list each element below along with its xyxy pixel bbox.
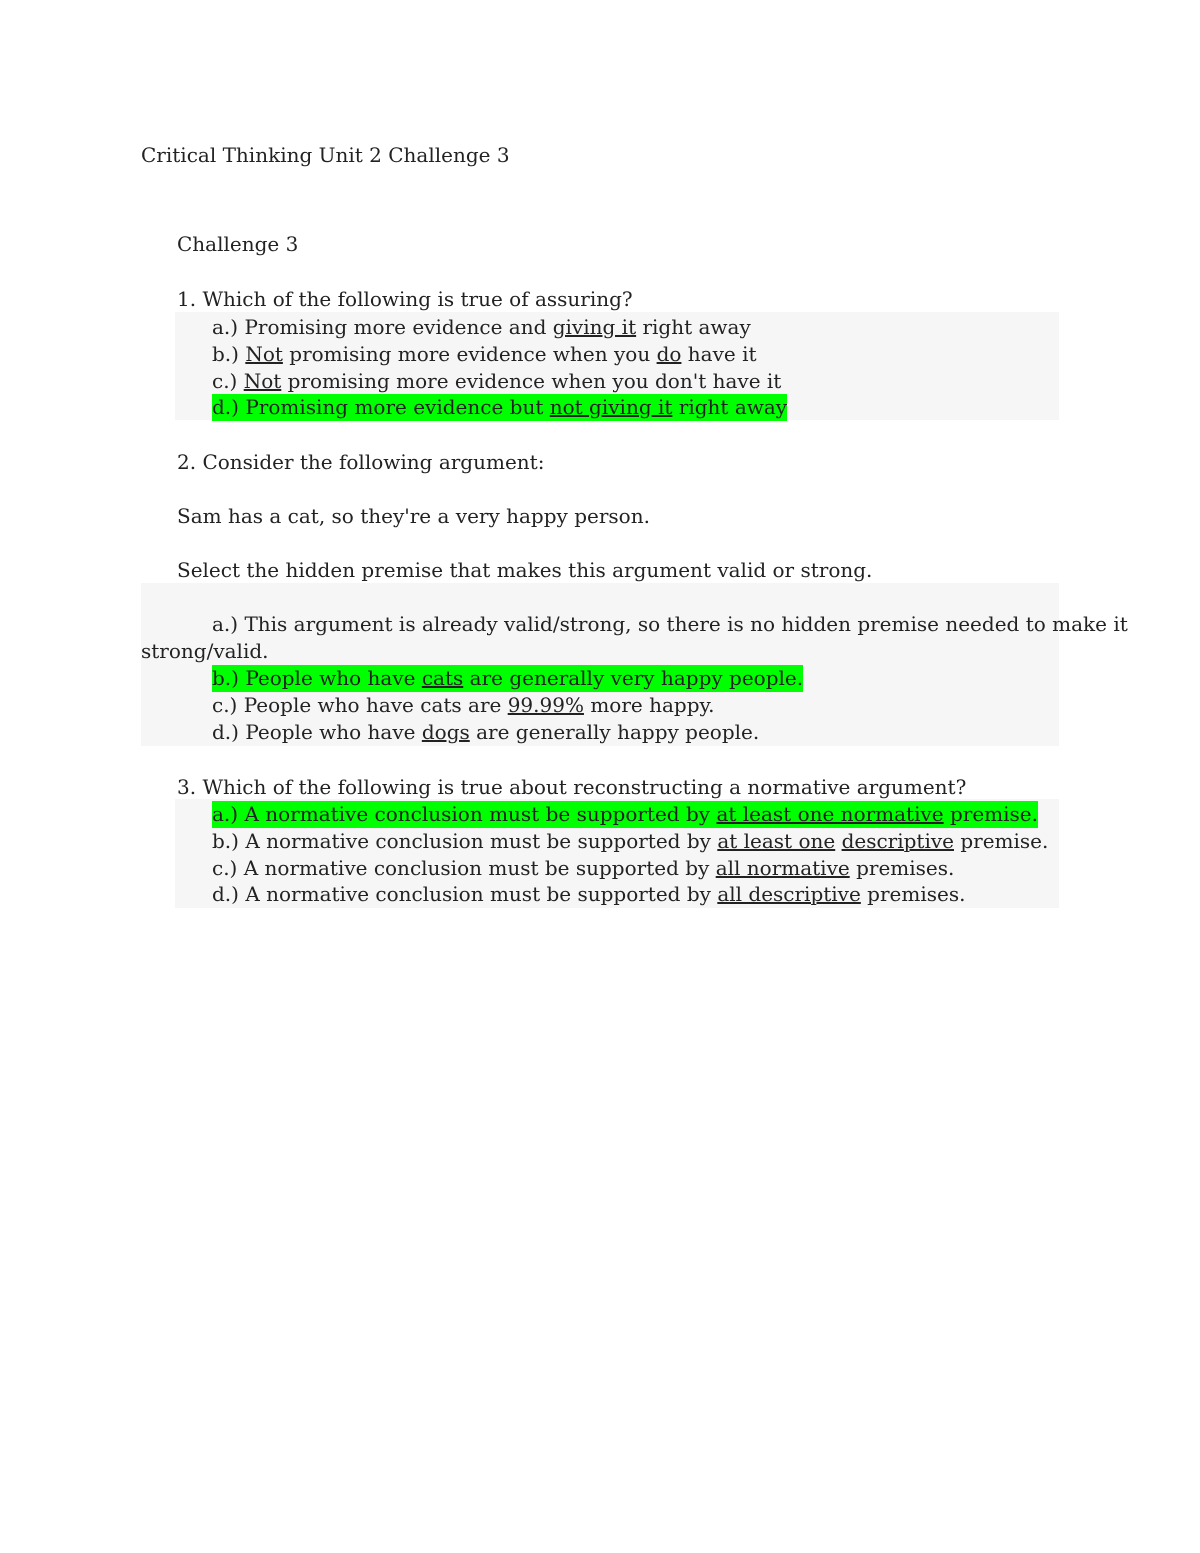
q1-choice-b[interactable] xyxy=(212,341,757,368)
q1-b-text-3: have it xyxy=(681,342,757,366)
q1-choice-c[interactable] xyxy=(212,368,781,395)
q3-d-text-2: premises. xyxy=(860,882,966,906)
q3-choice-a-correct[interactable] xyxy=(212,801,1038,828)
q3-b-underline-2: descriptive xyxy=(841,829,954,853)
q1-b-underline-2: do xyxy=(656,342,682,366)
q2-c-text-1: c.) People who have cats are xyxy=(212,693,508,717)
q1-a-underline-1: giving it xyxy=(552,315,637,339)
q2-choice-b-correct[interactable] xyxy=(212,665,803,692)
q1-d-text-2: right away xyxy=(672,395,788,419)
q3-c-underline-1: all normative xyxy=(715,856,850,880)
q3-b-underline-1: at least one xyxy=(717,829,836,853)
q3-d-underline-1: all descriptive xyxy=(717,882,861,906)
q3-a-text-2: premise. xyxy=(943,802,1038,826)
q3-c-text-2: premises. xyxy=(849,856,955,880)
q2-b-underline-1: cats xyxy=(421,666,464,690)
q2-d-underline-1: dogs xyxy=(421,720,470,744)
question-1-prompt: 1. Which of the following is true of assuring? xyxy=(177,287,633,311)
q1-b-text-1: b.) xyxy=(212,342,246,366)
question-2-prompt: 2. Consider the following argument: xyxy=(177,450,545,474)
q2-choice-a[interactable]: a.) This argument is already valid/strong, so there is no hidden premise needed to make it xyxy=(212,612,1128,636)
q1-choice-d-correct[interactable] xyxy=(212,394,787,421)
q3-b-text-1: b.) A normative conclusion must be supported by xyxy=(212,829,718,853)
q3-choice-d[interactable] xyxy=(212,881,965,908)
q2-d-text-2: are generally happy people. xyxy=(469,720,760,744)
challenge-heading: Challenge 3 xyxy=(177,232,299,256)
q3-a-text-1: a.) A normative conclusion must be supported by xyxy=(212,802,717,826)
question-3-prompt: 3. Which of the following is true about reconstructing a normative argument? xyxy=(177,775,967,799)
question-2-argument: Sam has a cat, so they're a very happy person. xyxy=(177,504,650,528)
q2-b-text-1: b.) People who have xyxy=(212,666,422,690)
document-title: Critical Thinking Unit 2 Challenge 3 xyxy=(141,143,510,167)
q1-d-underline-1: not giving it xyxy=(549,395,673,419)
q2-choice-c[interactable] xyxy=(212,692,715,719)
q1-c-text-1: c.) xyxy=(212,369,244,393)
question-3-choices xyxy=(175,799,1059,908)
q1-a-text-1: a.) Promising more evidence and xyxy=(212,315,553,339)
q2-c-text-2: more happy. xyxy=(583,693,715,717)
q3-d-text-1: d.) A normative conclusion must be supported by xyxy=(212,882,718,906)
q1-b-text-2: promising more evidence when you xyxy=(282,342,657,366)
q2-c-underline-1: 99.99% xyxy=(507,693,584,717)
q3-c-text-1: c.) A normative conclusion must be supported by xyxy=(212,856,716,880)
q2-choice-d[interactable] xyxy=(212,719,759,746)
q1-c-text-2: promising more evidence when you don't have it xyxy=(281,369,782,393)
q1-a-text-2: right away xyxy=(636,315,751,339)
q1-c-underline-1: Not xyxy=(243,369,282,393)
q1-b-underline-1: Not xyxy=(245,342,283,366)
q2-choice-a-continued: strong/valid. xyxy=(141,639,269,663)
q2-b-text-2: are generally very happy people. xyxy=(463,666,804,690)
q1-d-text-1: d.) Promising more evidence but xyxy=(212,395,550,419)
q3-choice-c[interactable] xyxy=(212,855,954,882)
q2-d-text-1: d.) People who have xyxy=(212,720,422,744)
question-1-choices xyxy=(175,312,1059,420)
q3-b-text-3: premise. xyxy=(954,829,1049,853)
q3-choice-b[interactable] xyxy=(212,828,1048,855)
q1-choice-a[interactable] xyxy=(212,314,751,341)
q3-a-underline-1: at least one normative xyxy=(716,802,944,826)
question-2-instruction: Select the hidden premise that makes this argument valid or strong. xyxy=(177,558,873,582)
